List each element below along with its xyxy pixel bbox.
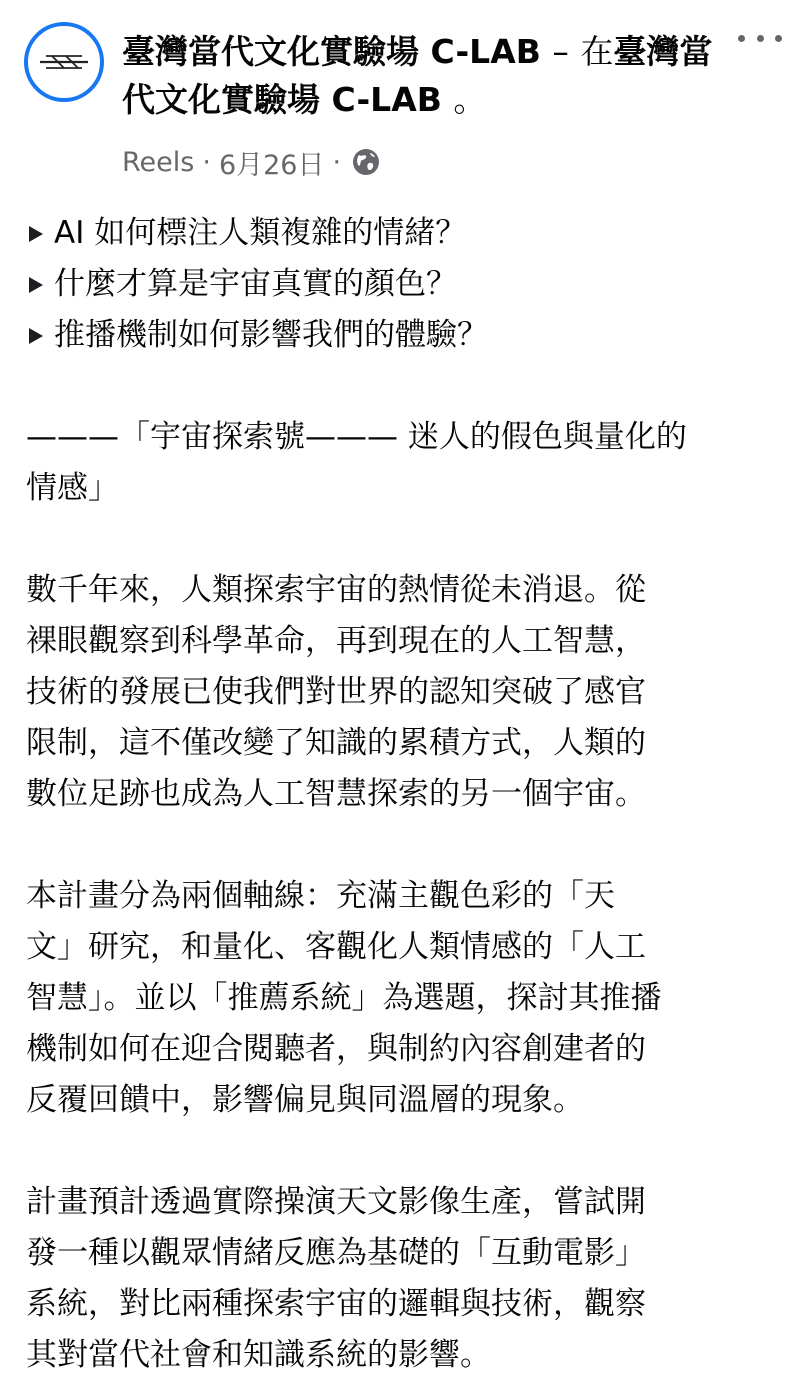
location-link[interactable]: 臺灣當代文化實驗場 C-LAB	[122, 32, 713, 119]
meta-separator-2: ·	[332, 146, 342, 178]
paragraph-line: 發一種以觀眾情緒反應為基礎的「互動電影」	[26, 1235, 646, 1271]
paragraph-line: 反覆回饋中，影響偏見與同溫層的現象。	[26, 1082, 584, 1118]
meta-separator: ·	[202, 146, 211, 178]
play-right-icon	[26, 224, 46, 244]
project-title-line: ———「宇宙探索號——— 迷人的假色與量化的	[26, 419, 687, 455]
paragraph-line: 機制如何在迎合閱聽者，與制約內容創建者的	[26, 1031, 646, 1067]
paragraph-line: 計畫預計透過實際操演天文影像生產，嘗試開	[26, 1184, 646, 1220]
bullet-item	[26, 259, 778, 310]
more-horizontal-icon-dot-3	[775, 35, 782, 42]
title-separator: –	[552, 32, 569, 71]
paragraph-line: 其對當代社會和知識系統的影響。	[26, 1337, 491, 1373]
globe-icon[interactable]	[351, 147, 381, 177]
paragraph-gap	[26, 361, 778, 412]
paragraph-line: 本計畫分為兩個軸線：充滿主觀色彩的「天	[26, 878, 615, 914]
paragraph-gap	[26, 1126, 778, 1177]
paragraph-line: 系統，對比兩種探索宇宙的邏輯與技術，觀察	[26, 1286, 646, 1322]
paragraph-line: 限制，這不僅改變了知識的累積方式，人類的	[26, 725, 646, 761]
paragraph-line: 文」研究，和量化、客觀化人類情感的「人工	[26, 929, 646, 965]
c-lab-logo-icon	[31, 29, 97, 95]
bullet-item	[26, 208, 778, 259]
more-horizontal-icon-dot-2	[757, 35, 764, 42]
paragraph-line: 數千年來，人類探索宇宙的熱情從未消退。從	[26, 572, 646, 608]
post-meta	[122, 142, 381, 182]
post-date[interactable]: 6月26日	[218, 149, 325, 181]
paragraph-line: 技術的發展已使我們對世界的認知突破了感官	[26, 674, 646, 710]
paragraph-gap	[26, 514, 778, 565]
reels-link[interactable]: Reels	[122, 146, 195, 178]
project-title-line: 情感」	[26, 470, 119, 506]
bullet-item	[26, 310, 778, 361]
location-prefix: 在	[580, 32, 614, 71]
paragraph-gap	[26, 820, 778, 871]
page-avatar[interactable]	[24, 22, 104, 102]
post-author-line	[122, 28, 722, 124]
more-options-button[interactable]	[738, 26, 782, 50]
play-right-icon	[26, 275, 46, 295]
bullet-text: 什麼才算是宇宙真實的顏色？	[54, 266, 457, 302]
page-name-link[interactable]: 臺灣當代文化實驗場 C-LAB	[122, 32, 541, 71]
more-horizontal-icon	[738, 35, 745, 42]
play-right-icon	[26, 326, 46, 346]
paragraph-line: 數位足跡也成為人工智慧探索的另一個宇宙。	[26, 776, 646, 812]
post-body	[26, 208, 778, 1381]
post-header	[0, 0, 800, 190]
paragraph-line: 智慧」。並以「推薦系統」為選題，探討其推播	[26, 980, 662, 1016]
bullet-text: AI 如何標注人類複雜的情緒？	[54, 215, 467, 251]
location-suffix: 。	[453, 80, 487, 119]
paragraph-line: 裸眼觀察到科學革命，再到現在的人工智慧，	[26, 623, 646, 659]
bullet-text: 推播機制如何影響我們的體驗？	[54, 317, 488, 353]
